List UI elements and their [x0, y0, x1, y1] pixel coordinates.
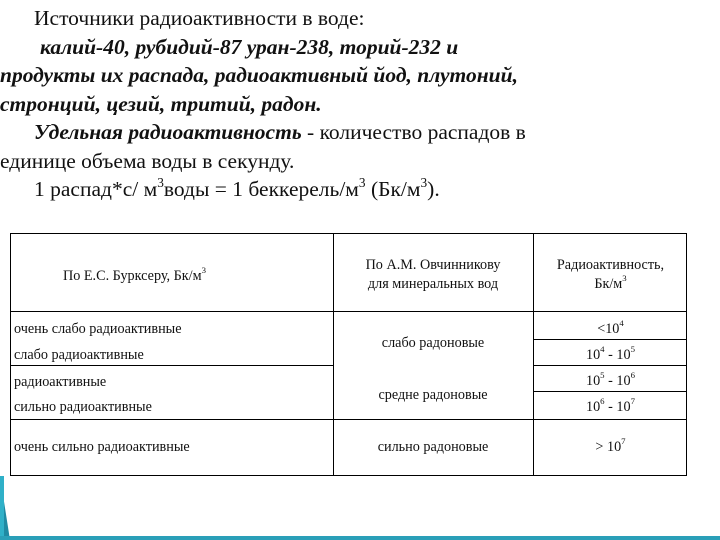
header-ovchinnikov-line-2: для минеральных вод — [367, 276, 499, 292]
row-divider-col3-b — [533, 365, 686, 366]
radioactivity-row-3-sup-a: 5 — [600, 370, 605, 381]
ovchinnikov-row-3: сильно радоновые — [377, 439, 489, 455]
definition-line — [0, 118, 700, 147]
radioactivity-row-2 — [533, 346, 688, 365]
header-radioactivity-line-1: Радиоактивность, — [556, 257, 665, 273]
row-divider-col3-c — [533, 391, 686, 392]
radioactivity-row-3-base-a: 10 — [585, 373, 601, 389]
unit-text-d: ). — [427, 177, 440, 201]
unit-definition — [0, 175, 700, 204]
radioactivity-table — [10, 233, 687, 476]
radioactivity-row-2-base-a: 10 — [585, 347, 601, 363]
header-ovchinnikov-line-1: По А.М. Овчинникову — [365, 257, 501, 273]
header-burkser-text: По Е.С. Бурксеру, Бк/м — [63, 268, 202, 284]
sources-line-1: калий-40, рубидий-87 уран-238, торий-232 и — [40, 34, 459, 59]
burkser-row-3: радиоактивные — [14, 374, 107, 390]
row-divider-col1-a — [11, 365, 333, 366]
unit-sup-2: 3 — [358, 174, 366, 190]
radioactivity-row-4-base-a: 10 — [585, 399, 601, 415]
radioactivity-row-4-sup-b: 7 — [630, 396, 635, 407]
row-divider-col3-a — [533, 339, 686, 340]
radioactivity-row-1-base: <10 — [597, 321, 620, 337]
radioactivity-row-4 — [533, 398, 688, 417]
radioactivity-row-4-base-b: - 10 — [604, 399, 631, 415]
radioactivity-row-3 — [533, 372, 688, 391]
definition-term: Удельная радиоактивность — [34, 120, 302, 144]
radioactivity-row-5 — [533, 438, 688, 457]
radioactivity-row-3-base-b: - 10 — [604, 373, 631, 389]
radioactivity-row-5-sup: 7 — [621, 436, 626, 447]
header-radioactivity — [533, 256, 688, 294]
radioactivity-row-5-base: > 10 — [595, 439, 622, 455]
ovchinnikov-row-2: средне радоновые — [378, 387, 488, 403]
header-radioactivity-unit: Бк/м — [594, 276, 623, 292]
unit-sup-1: 3 — [157, 174, 164, 190]
definition-continuation: единице объема воды в секунду. — [0, 148, 295, 173]
intro-text — [0, 4, 700, 204]
sources-heading: Источники радиоактивности в воде: — [34, 6, 365, 30]
sources-line-2: продукты их распада, радиоактивный йод, плутоний, — [0, 63, 518, 87]
header-divider — [11, 311, 686, 312]
row-divider-main — [11, 419, 686, 420]
unit-text-b: воды = 1 беккерель/м — [163, 177, 359, 201]
header-ovchinnikov — [333, 256, 533, 294]
sources-line-3: стронций, цезий, тритий, радон. — [0, 91, 322, 116]
burkser-row-1: очень слабо радиоактивные — [14, 321, 182, 337]
decorative-corner-stripe — [0, 476, 4, 540]
header-burkser-sup: 3 — [201, 265, 206, 276]
header-burkser — [63, 267, 323, 286]
burkser-row-2: слабо радиоактивные — [14, 347, 144, 363]
burkser-row-4: сильно радиоактивные — [14, 399, 152, 415]
radioactivity-row-4-sup-a: 6 — [600, 396, 605, 407]
radioactivity-row-1-sup: 4 — [619, 318, 624, 329]
definition-rest: - количество распадов в — [301, 120, 526, 144]
radioactivity-row-2-sup-b: 5 — [630, 344, 635, 355]
unit-text-c: (Бк/м — [365, 177, 421, 201]
radioactivity-row-2-sup-a: 4 — [600, 344, 605, 355]
header-radioactivity-sup: 3 — [622, 273, 627, 284]
radioactivity-row-1 — [533, 320, 688, 339]
unit-sup-3: 3 — [420, 174, 428, 190]
decorative-bottom-bar — [0, 536, 720, 540]
radioactivity-row-3-sup-b: 6 — [630, 370, 635, 381]
header-radioactivity-line-2 — [533, 275, 688, 294]
unit-text-a: 1 распад*с/ м — [34, 177, 158, 201]
ovchinnikov-row-1: слабо радоновые — [381, 335, 485, 351]
burkser-row-5: очень сильно радиоактивные — [14, 439, 190, 455]
radioactivity-row-2-base-b: - 10 — [604, 347, 631, 363]
